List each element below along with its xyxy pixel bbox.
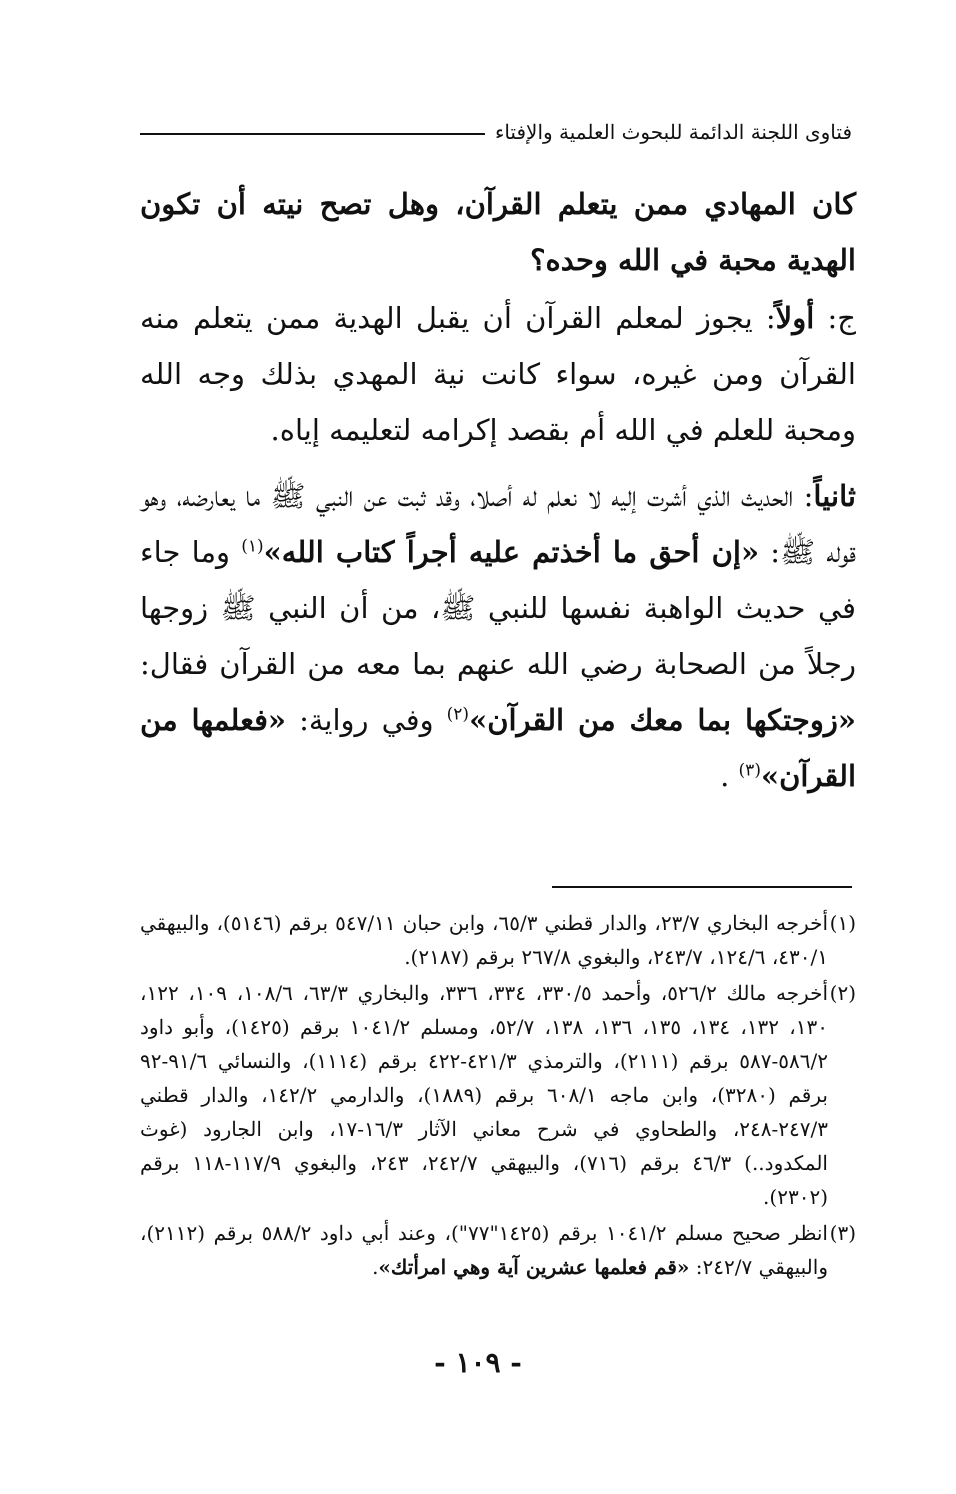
footnote-1 [140,906,856,974]
answer-second-text-c: وفي رواية: [286,703,447,737]
footnote-ref-1[interactable]: (١) [241,536,264,557]
footnote-text: انظر صحيح مسلم ١٠٤١/٢ برقم (١٤٢٥"٧٧")، وعند أبي داود ٥٨٨/٢ برقم (٢١١٢)، والبيهقي ٢٤٢/٧: [140,1221,828,1279]
footnote-quote: «قم فعلمها عشرين آية وهي امرأتك» [378,1255,690,1279]
hadith-quote-3: «فعلمها من القرآن» [140,703,856,793]
footnote-2 [140,976,856,1214]
answer-second-paragraph [140,468,856,804]
header-rule [140,133,485,135]
answer-first-text: : يجوز لمعلم القرآن أن يقبل الهدية ممن يتعلم منه القرآن ومن غيره، سواء كانت نية المهدي بذلك وجه الله ومحبة للعلم في الله أم بقصد إكرامه لتعليمه إياه. [140,301,856,447]
page-number: - ١٠٩ - [434,1346,522,1379]
answer-second-text-b: وما جاء في حديث الواهبة نفسها للنبي ﷺ، من أن النبي ﷺ زوجها رجلاً من الصحابة رضي الله عنهم بما معه من القرآن فقال: [140,535,856,681]
hadith-quote-1: «إن أحق ما أخذتم عليه أجراً كتاب الله» [263,535,760,569]
footnote-ref-3[interactable]: (٣) [738,760,761,781]
footnote-marker: (٣) [829,1221,856,1245]
footnote-separator [552,886,852,888]
hadith-quote-2: «زوجتكها بما معك من القرآن» [469,703,856,737]
answer-second-text-a: : الحديث الذي أشرت إليه لا نعلم له أصلا، وقد ثبت عن النبي ﷺ ما يعارضه، وهو قوله ﷺ: [140,479,857,569]
main-text [140,176,856,804]
footnote-marker: (١) [829,911,856,935]
running-header-title: فتاوى اللجنة الدائمة للبحوث العلمية والإفتاء [494,120,852,144]
footnote-ref-2[interactable]: (٢) [446,704,470,725]
footnote-text-end: . [372,1255,379,1279]
footnote-text: أخرجه مالك ٥٢٦/٢، وأحمد ٣٣٠/٥، ٣٣٤، ٣٣٦، والبخاري ٦٣/٣، ١٠٨/٦، ١٠٩، ١٢٢، ١٣٠، ١٣٢، ١٣٤، ١٣٥، ١٣٦، ١٣٨، ٥٢/٧، ومسلم ١٠٤١/٢ برقم (١٤٢٥)، وأبو داود ٥٨٦/٢-٥٨٧ برقم (٢١١١)، والترمذي ٤٢١/٣-٤٢٢ برقم (١١١٤)، والنسائي ٩١/٦-٩٢ برقم (٣٢٨٠)، وابن ماجه ٦٠٨/١ برقم (١٨٨٩)، والدارمي ١٤٢/٢، والدار قطني ٢٤٧/٣-٢٤٨، والطحاوي في شرح معاني الآثار ١٦/٣-١٧، وابن الجارود (غوث المكدود..) ٤٦/٣ برقم (٧١٦)، والبيهقي ٢٤٢/٧، ٢٤٣، والبغوي ١١٧/٩-١١٨ برقم (٢٣٠٢). [140,981,829,1209]
footnote-marker: (٢) [829,981,857,1005]
footnotes [140,906,856,1286]
running-header [140,112,852,152]
answer-second-text-d: . [720,759,739,793]
answer-prefix: ج: [814,301,856,335]
footnote-text: أخرجه البخاري ٢٣/٧، والدار قطني ٦٥/٣، وابن حبان ٥٤٧/١١ برقم (٥١٤٦)، والبيهقي ٤٣٠/١، ١٢٤/٦، ٢٤٣/٧، والبغوي ٢٦٧/٨ برقم (٢١٨٧). [140,911,828,969]
footnote-3 [140,1216,856,1284]
question-text: كان المهادي ممن يتعلم القرآن، وهل تصح نيته أن تكون الهدية محبة في الله وحده؟ [140,187,856,277]
answer-first-label: أولاً [775,301,815,335]
answer-second-label: ثانياً [813,479,856,513]
answer-first-paragraph [140,290,856,458]
